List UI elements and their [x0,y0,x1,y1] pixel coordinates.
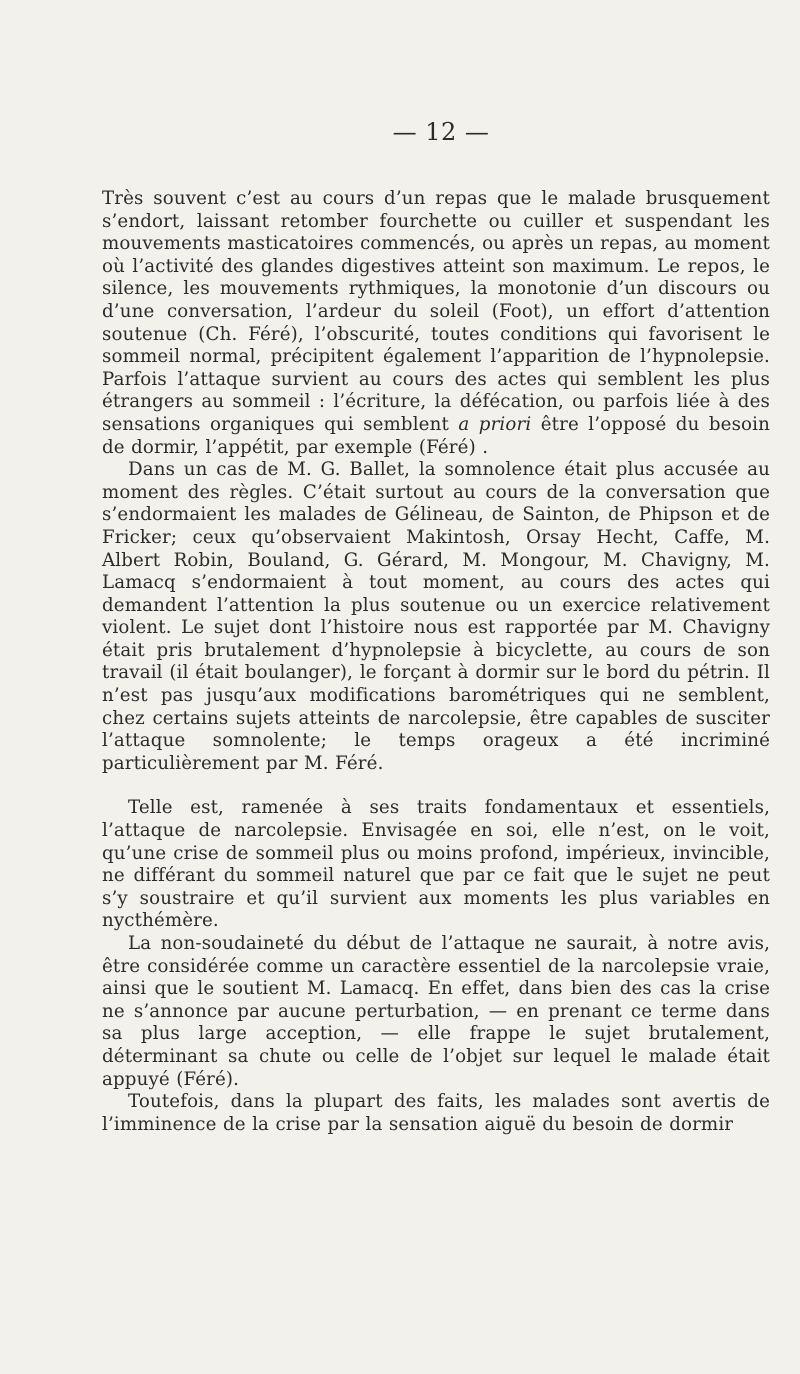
page-number: — 12 — [392,118,490,146]
paragraph-1-text-end: être l’opposé du besoin de dormir, l’appétit, par exemple (Féré) . [102,413,770,458]
paragraph-4: La non-soudaineté du début de l’attaque ne saurait, à notre avis, être considérée comme un caractère essentiel de la narcolepsie vraie, ainsi que le soutient M. Lamacq. En effet, dans bien des cas la crise ne s’annonce par aucune perturbation, — en prenant ce terme dans sa plus large acception, — elle frappe le sujet brutalement, déterminant sa chute ou celle de l’objet sur lequel le malade était appuyé (Féré). [102,933,770,1090]
paragraph-2: Dans un cas de M. G. Ballet, la somnolence était plus accusée au moment des règles. C’était surtout au cours de la conversation que s’endormaient les malades de Gélineau, de Sainton, de Phipson et de Fricker; ceux qu’observaient Makintosh, Orsay Hecht, Caffe, M. Albert Robin, Bouland, G. Gérard, M. Mongour, M. Chavigny, M. Lamacq s’endormaient à tout moment, au cours des actes qui demandent l’attention la plus soutenue ou un exercice relativement violent. Le sujet dont l’histoire nous est rapportée par M. Chavigny était pris brutalement d’hypnolepsie à bicyclette, au cours de son travail (il était boulanger), le forçant à dormir sur le bord du pétrin. Il n’est pas jusqu’aux modifications barométriques qui ne semblent, chez certains sujets atteints de narcolepsie, être capables de susciter l’attaque somnolente; le temps orageux a été incriminé particulièrement par M. Féré. [102,459,770,774]
paragraph-5: Toutefois, dans la plupart des faits, les malades sont avertis de l’imminence de la crise par la sensation aiguë du besoin de dormir [102,1091,770,1135]
paragraph-1 [102,188,770,459]
paragraph-1-italic: a priori [458,413,532,435]
paragraph-1-text: Très souvent c’est au cours d’un repas que le malade brusquement s’endort, laissant retomber fourchette ou cuiller et suspendant les mouvements masticatoires commencés, ou après un repas, au moment où l’activité des glandes digestives atteint son maximum. Le repos, le silence, les mouvements rythmiques, la monotonie d’un discours ou d’une conversation, l’ardeur du soleil (Foot), un effort d’attention soutenue (Ch. Féré), l’obscurité, toutes conditions qui favorisent le sommeil normal, précipitent également l’apparition de l’hypnolepsie. Parfois l’attaque survient au cours des actes qui semblent les plus étrangers au sommeil : l’écriture, la défécation, ou parfois liée à des sensations organiques qui semblent [102,188,770,435]
paragraph-3: Telle est, ramenée à ses traits fondamentaux et essentiels, l’attaque de narcolepsie. Envisagée en soi, elle n’est, on le voit, qu’une crise de sommeil plus ou moins profond, impérieux, invincible, ne différant du sommeil naturel que par ce fait que le sujet ne peut s’y soustraire et qu’il survient aux moments les plus variables en nycthémère. [102,797,770,932]
